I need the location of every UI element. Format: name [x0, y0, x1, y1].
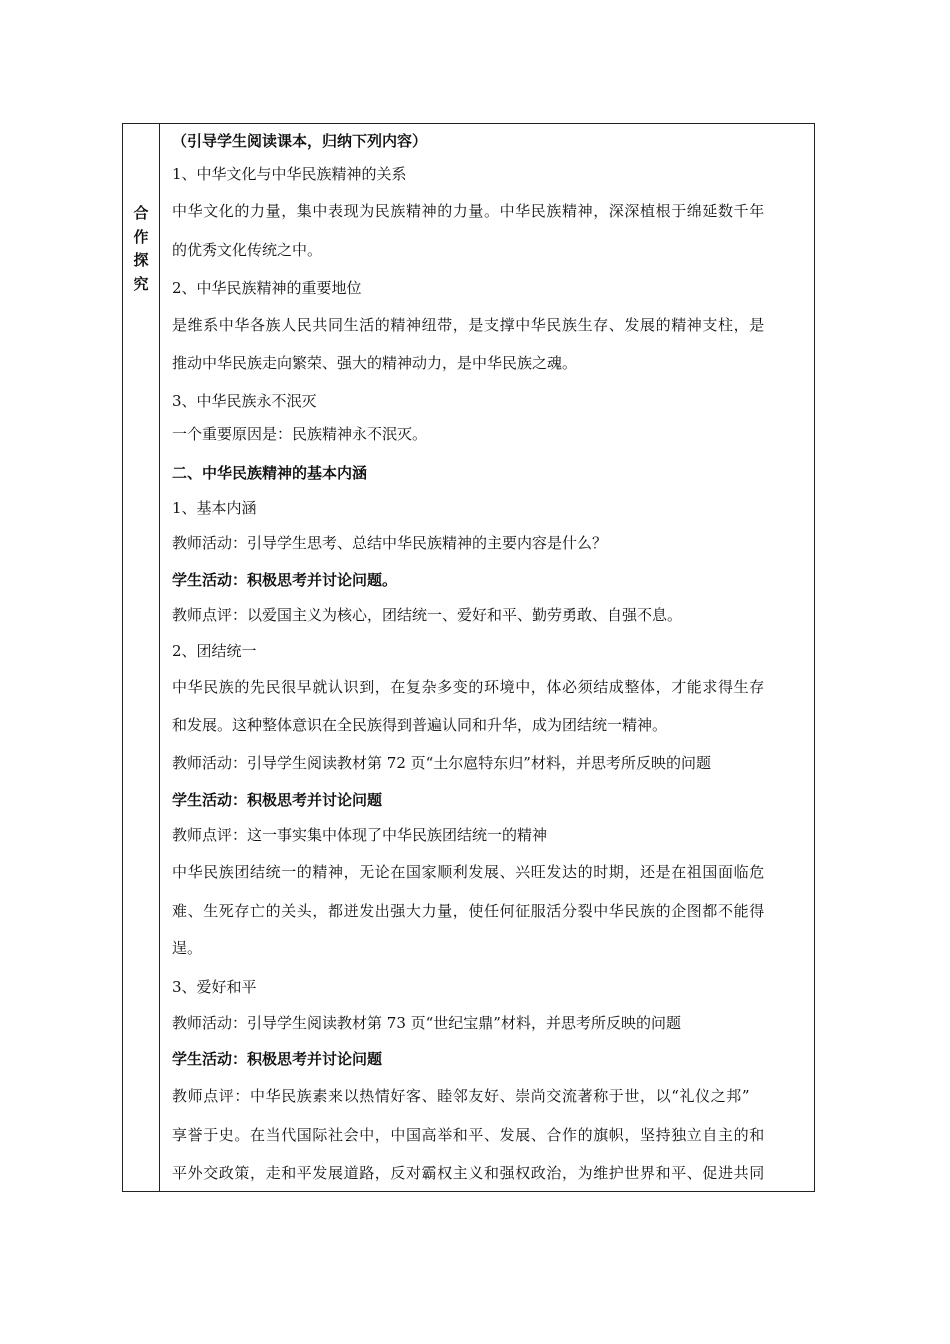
text-line: 教师点评：这一事实集中体现了中华民族团结统一的精神: [172, 826, 548, 844]
text-line: 1、基本内涵: [172, 499, 257, 517]
text-line: 3、爱好和平: [172, 978, 257, 996]
text-line: 和发展。这种整体意识在全民族得到普遍认同和升华，成为团结统一精神。: [172, 716, 668, 734]
text-line: 1、中华文化与中华民族精神的关系: [172, 165, 407, 183]
text-line: 难、生死存亡的关头，都迸发出强大力量，使任何征服活分裂中华民族的企图都不能得: [172, 902, 765, 920]
text-line: 推动中华民族走向繁荣、强大的精神动力，是中华民族之魂。: [172, 354, 578, 372]
text-line: 中华民族团结统一的精神，无论在国家顺利发展、兴旺发达的时期，还是在祖国面临危: [172, 863, 765, 881]
text-line: 教师活动：引导学生阅读教材第 72 页“土尔扈特东归”材料，并思考所反映的问题: [172, 754, 711, 772]
bold-text-line: 学生活动：积极思考并讨论问题: [172, 791, 383, 809]
text-line: 教师点评：中华民族素来以热情好客、睦邻友好、崇尚交流著称于世，以“礼仪之邦”: [172, 1087, 751, 1105]
section-label-cell: [123, 124, 160, 1191]
section-label-char: 合: [133, 204, 149, 222]
text-line: 平外交政策，走和平发展道路，反对霸权主义和强权政治，为维护世界和平、促进共同: [172, 1164, 765, 1182]
lesson-table: [122, 123, 815, 1192]
text-line: 是维系中华各族人民共同生活的精神纽带，是支撑中华民族生存、发展的精神支柱，是: [172, 316, 765, 334]
text-line: 教师活动：引导学生阅读教材第 73 页“世纪宝鼎”材料，并思考所反映的问题: [172, 1014, 681, 1032]
text-line: 2、团结统一: [172, 642, 257, 660]
section-label-char: 作: [133, 227, 149, 246]
text-line: 教师点评：以爱国主义为核心，团结统一、爱好和平、勤劳勇敢、自强不息。: [172, 606, 683, 624]
content-cell: [160, 124, 814, 1191]
bold-text-line: （引导学生阅读课本，归纳下列内容）: [172, 132, 428, 150]
section-label: [123, 202, 159, 296]
text-line: 3、中华民族永不泯灭: [172, 392, 317, 410]
text-line: 逞。: [172, 939, 203, 957]
text-line: 的优秀文化传统之中。: [172, 241, 323, 259]
section-label-char: 究: [133, 274, 149, 293]
text-line: 享誉于史。在当代国际社会中，中国高举和平、发展、合作的旗帜，坚持独立自主的和: [172, 1126, 765, 1144]
bold-text-line: 学生活动：积极思考并讨论问题: [172, 1050, 383, 1068]
text-line: 2、中华民族精神的重要地位: [172, 279, 362, 297]
text-line: 一个重要原因是：民族精神永不泯灭。: [172, 425, 428, 443]
text-line: 中华文化的力量，集中表现为民族精神的力量。中华民族精神，深深植根于绵延数千年: [172, 202, 765, 220]
text-line: 教师活动：引导学生思考、总结中华民族精神的主要内容是什么？: [172, 534, 608, 552]
bold-text-line: 二、中华民族精神的基本内涵: [172, 464, 368, 482]
bold-text-line: 学生活动：积极思考并讨论问题。: [172, 571, 398, 589]
section-label-char: 探: [133, 251, 149, 269]
text-line: 中华民族的先民很早就认识到，在复杂多变的环境中，体必须结成整体，才能求得生存: [172, 678, 765, 696]
